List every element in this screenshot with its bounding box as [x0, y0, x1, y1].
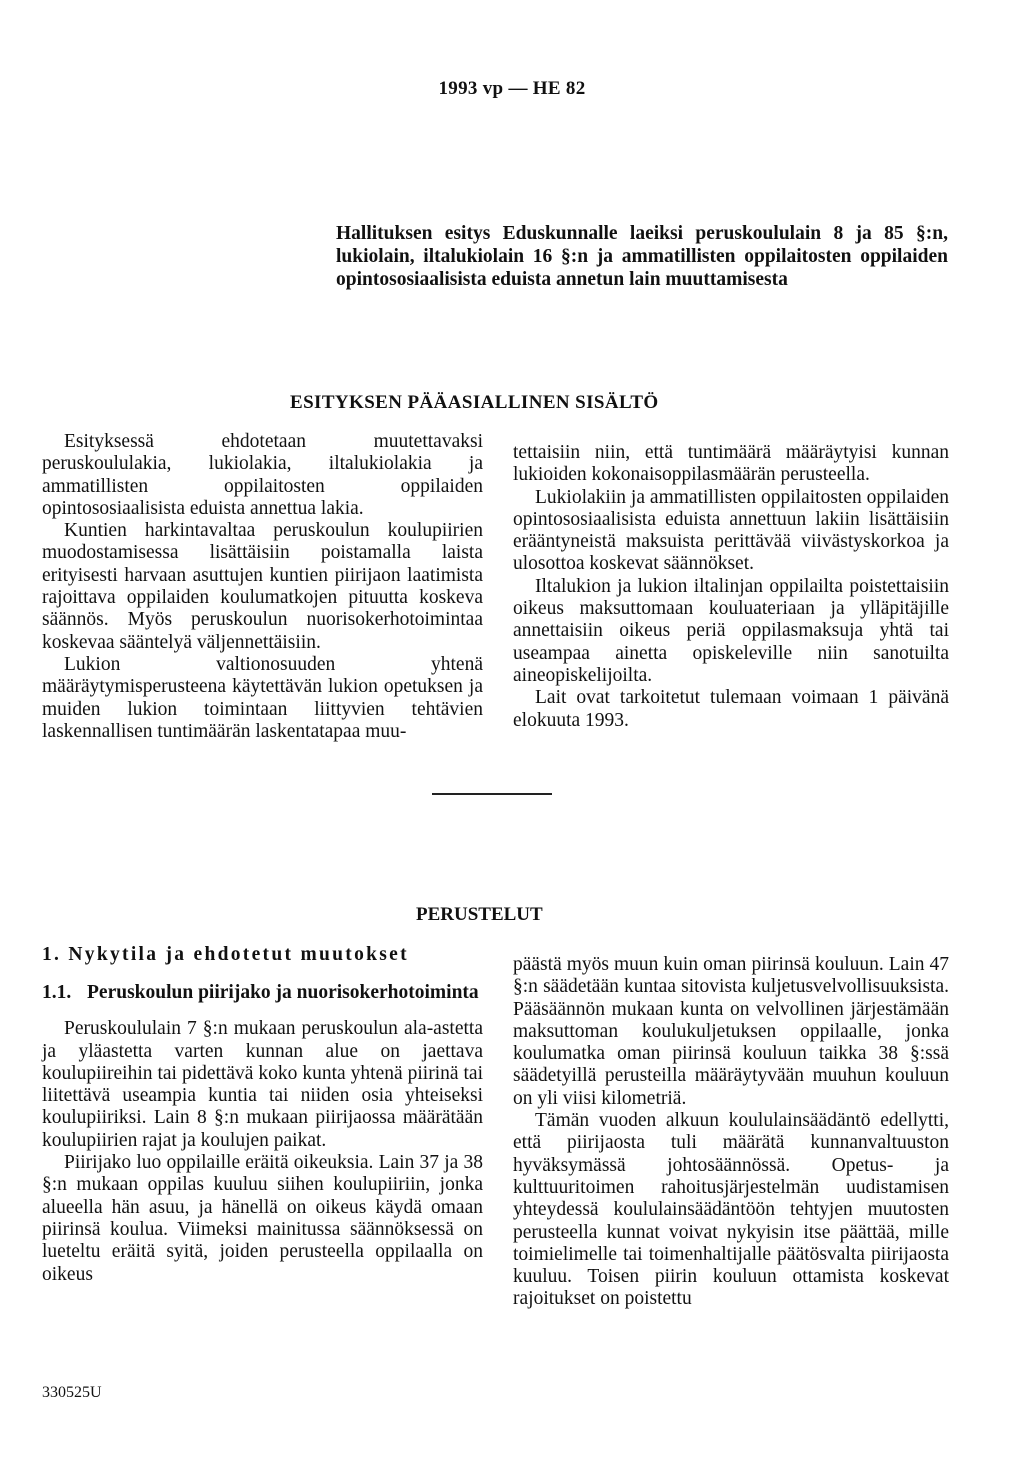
body-paragraph: Tämän vuoden alkuun koululainsäädäntö edellytti, että piirijaosta tuli määrätä kunnanvaltuuston hyväksymässä johtosäännössä. Opetus- ja kulttuuritoimen rahoitusjärjestelmän uudistamisen yhteydessä koululainsäädäntöön tehtyjen muutosten perusteella kunnat voivat nykyisin itse päättää, mille toimielimelle tai toimenhaltijalle päätösvalta piirijaosta kuuluu. Toisen piirin kouluun ottamista koskevat rajoitukset on poistettu	[513, 1110, 949, 1310]
body-paragraph: päästä myös muun kuin oman piirinsä kouluun. Lain 47 §:n säädetään kuntaa sitovista kuljetusvelvollisuuksista. Pääsäännön mukaan kunta on velvollinen järjestämään maksuttoman koulukuljetuksen oppilaalle, jonka koulumatka oman piirinsä kouluun taikka 38 §:ssä säädetyillä perusteilla määräytyvään muuhun kouluun on yli viisi kilometriä.	[513, 954, 949, 1109]
section-divider	[432, 793, 552, 795]
document-header: 1993 vp — HE 82	[438, 78, 586, 99]
summary-paragraph: Lukion valtionosuuden yhtenä määräytymisperusteena käytettävän lukion opetuksen ja muiden lukion toimintaan liittyvien tehtävien laskennallisen tuntimäärän laskentatapaa muu-	[42, 653, 483, 742]
body-paragraph: Piirijako luo oppilaille eräitä oikeuksia. Lain 37 ja 38 §:n mukaan oppilas kuuluu siihen koulupiiriin, jonka alueella hän asuu, ja hänellä on oikeus käydä omaan piirinsä koulua. Viimeksi mainitussa säännöksessä on lueteltu eräitä syitä, joiden perusteella oppilaalla on oikeus	[42, 1152, 483, 1285]
perustelut-right-column	[513, 954, 949, 1311]
summary-paragraph: Lukiolakiin ja ammatillisten oppilaitosten oppilaiden opintososiaalisista eduista annettuun lakiin lisättäisiin erääntyneistä maksuista perittävää viivästyskorkoa ja ulosottoa koskevat säännökset.	[513, 486, 949, 575]
document-title: Hallituksen esitys Eduskunnalle laeiksi peruskoululain 8 ja 85 §:n, lukiolain, iltalukiolain 16 §:n ja ammatillisten oppilaitosten oppilaiden opintososiaalisista eduista annetun lain muuttamisesta	[336, 223, 948, 290]
summary-paragraph: Lait ovat tarkoitetut tulemaan voimaan 1 päivänä elokuuta 1993.	[513, 687, 949, 731]
subsection-number: 1.1.	[42, 982, 72, 1004]
summary-right-column	[513, 442, 949, 732]
subsection-title: Peruskoulun piirijako ja nuorisokerhotoiminta	[87, 982, 479, 1004]
summary-left-column	[42, 431, 483, 743]
body-paragraph: Peruskoululain 7 §:n mukaan peruskoulun ala-astetta ja yläastetta varten kunnan alue on jaettava koulupiireihin tai pidettävä koko kunta yhtenä piirinä tai liitettävä useampia kuntia tai niiden osia yhteiseksi koulupiiriksi. Lain 8 §:n mukaan piirijaossa määrätään koulupiirien rajat ja koulujen paikat.	[42, 1018, 483, 1151]
summary-heading: ESITYKSEN PÄÄASIALLINEN SISÄLTÖ	[290, 392, 659, 413]
summary-paragraph: Iltalukion ja lukion iltalinjan oppilailta poistettaisiin oikeus maksuttomaan kouluateriaan ja ylläpitäjille annettaisiin oikeus periä oppilasmaksuja yhtä tai useampaa ainetta opiskeleville niin sanotuilta aineopiskelijoilta.	[513, 575, 949, 686]
subsection-heading	[42, 982, 483, 1004]
perustelut-heading: PERUSTELUT	[416, 904, 543, 925]
document-code: 330525U	[42, 1384, 102, 1401]
summary-paragraph: tettaisiin niin, että tuntimäärä määräytyisi kunnan lukioiden kokonaisoppilasmäärän perusteella.	[513, 442, 949, 486]
perustelut-left-column	[42, 944, 483, 1286]
summary-paragraph: Esityksessä ehdotetaan muutettavaksi peruskoululakia, lukiolakia, iltalukiolakia ja ammatillisten oppilaitosten oppilaiden opintososiaalisista eduista annettua lakia.	[42, 431, 483, 519]
section-heading: 1. Nykytila ja ehdotetut muutokset	[42, 944, 409, 965]
summary-paragraph: Kuntien harkintavaltaa peruskoulun koulupiirien muodostamisessa lisättäisiin poistamalla laista erityisesti harvaan asuttujen kuntien piirijaon laatimista rajoittava oppilaiden koulumatkojen pituutta koskeva säännös. Myös peruskoulun nuorisokerhotoimintaa koskevaa sääntelyä väljennettäisiin.	[42, 520, 483, 653]
